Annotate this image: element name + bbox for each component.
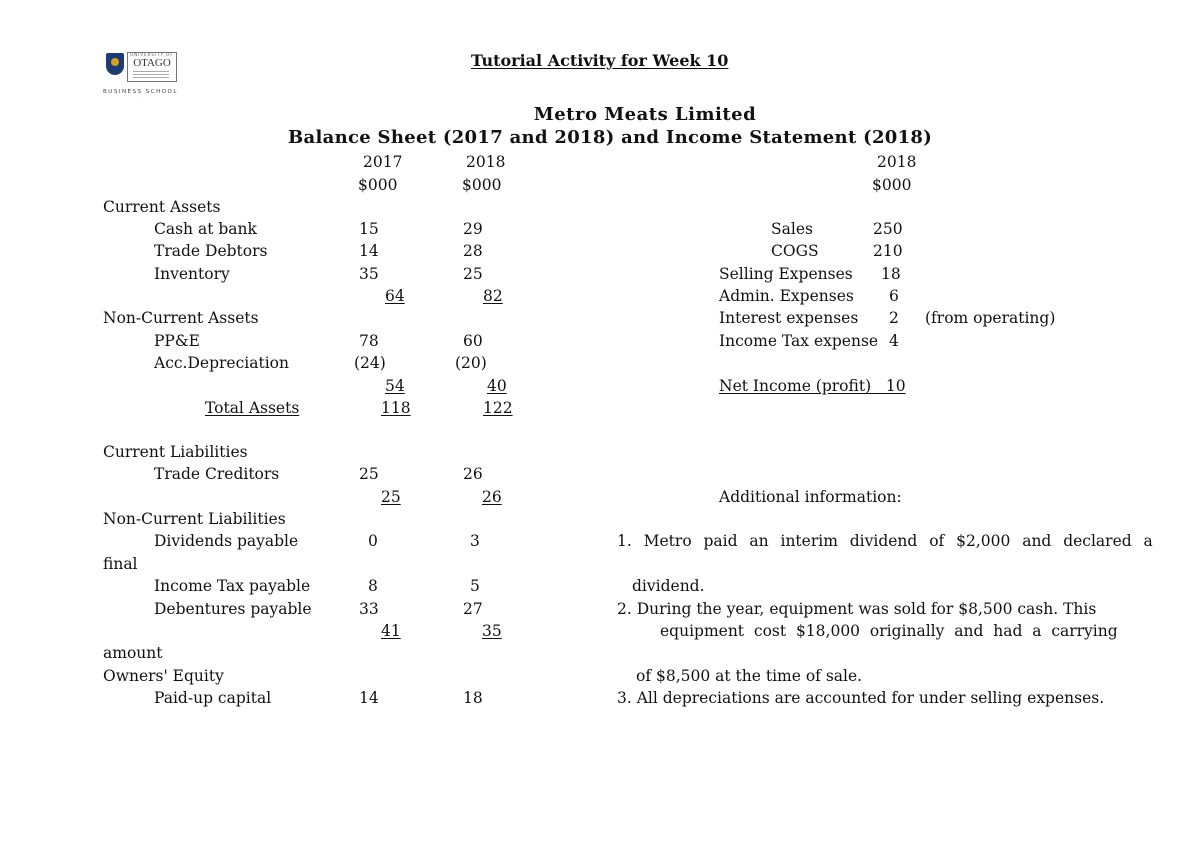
crest-icon bbox=[106, 53, 124, 75]
row-label-inventory: Inventory bbox=[154, 265, 230, 283]
noncurrent-liabilities-total-2018: 35 bbox=[482, 622, 502, 640]
is-label-selling: Selling Expenses bbox=[719, 265, 853, 283]
wrapped-text-final: final bbox=[103, 555, 138, 573]
is-interest-note: (from operating) bbox=[925, 309, 1056, 327]
dividends-2018: 3 bbox=[470, 532, 480, 550]
company-title: Metro Meats Limited bbox=[533, 104, 757, 125]
ppe-2018: 60 bbox=[463, 332, 483, 350]
is-label-tax: Income Tax expense bbox=[719, 332, 879, 350]
creditors-2018: 26 bbox=[463, 465, 483, 483]
ppe-2017: 78 bbox=[359, 332, 379, 350]
cash-2018: 29 bbox=[463, 220, 483, 238]
is-value-selling: 18 bbox=[881, 265, 901, 283]
additional-item-1: 1. Metro paid an interim dividend of $2,000 and declared a bbox=[617, 532, 1153, 550]
debtors-2018: 28 bbox=[463, 242, 483, 260]
col-header-2017: 2017 bbox=[363, 153, 403, 171]
is-value-cogs: 210 bbox=[873, 242, 903, 260]
creditors-2017: 25 bbox=[359, 465, 379, 483]
paid-up-2018: 18 bbox=[463, 689, 483, 707]
section-current-liabilities: Current Liabilities bbox=[103, 443, 248, 461]
income-tax-2018: 5 bbox=[470, 577, 480, 595]
logo-divider bbox=[133, 71, 169, 72]
additional-item-3: 3. All depreciations are accounted for under selling expenses. bbox=[617, 689, 1105, 707]
logo-school: BUSINESS SCHOOL bbox=[103, 89, 178, 95]
inventory-2017: 35 bbox=[359, 265, 379, 283]
row-label-cash: Cash at bank bbox=[154, 220, 257, 238]
row-label-ppe: PP&E bbox=[154, 332, 200, 350]
additional-item-2: 2. During the year, equipment was sold for $8,500 cash. This bbox=[617, 600, 1097, 618]
total-assets-2017: 118 bbox=[381, 399, 411, 417]
page-heading: Tutorial Activity for Week 10 bbox=[471, 51, 729, 70]
debentures-2018: 27 bbox=[463, 600, 483, 618]
university-logo bbox=[103, 50, 178, 100]
current-assets-total-2018: 82 bbox=[483, 287, 503, 305]
additional-info-heading: Additional information: bbox=[719, 488, 902, 506]
is-label-sales: Sales bbox=[771, 220, 813, 238]
row-label-acc-depreciation: Acc.Depreciation bbox=[154, 354, 289, 372]
row-label-total-assets: Total Assets bbox=[205, 399, 300, 417]
wrapped-text-amount: amount bbox=[103, 644, 163, 662]
is-net-income: Net Income (profit) 10 bbox=[719, 377, 906, 395]
row-label-income-tax-payable: Income Tax payable bbox=[154, 577, 311, 595]
logo-tagline: · · · · · · bbox=[135, 95, 146, 99]
income-tax-2017: 8 bbox=[368, 577, 378, 595]
cash-2017: 15 bbox=[359, 220, 379, 238]
logo-name: OTAGO bbox=[133, 57, 171, 69]
is-value-interest: 2 bbox=[889, 309, 899, 327]
logo-divider bbox=[133, 77, 169, 78]
is-value-tax: 4 bbox=[889, 332, 899, 350]
additional-item-2-cont: equipment cost $18,000 originally and had a carrying bbox=[660, 622, 1118, 640]
additional-item-1-cont: dividend. bbox=[632, 577, 705, 595]
noncurrent-assets-total-2017: 54 bbox=[385, 377, 405, 395]
row-label-debtors: Trade Debtors bbox=[154, 242, 268, 260]
acc-depreciation-2018: (20) bbox=[455, 354, 487, 372]
is-col-unit: $000 bbox=[872, 176, 912, 194]
section-noncurrent-liabilities: Non-Current Liabilities bbox=[103, 510, 286, 528]
is-label-interest: Interest expenses bbox=[719, 309, 859, 327]
current-liabilities-total-2018: 26 bbox=[482, 488, 502, 506]
is-label-admin: Admin. Expenses bbox=[719, 287, 854, 305]
is-value-admin: 6 bbox=[889, 287, 899, 305]
is-col-header-2018: 2018 bbox=[877, 153, 917, 171]
current-assets-total-2017: 64 bbox=[385, 287, 405, 305]
acc-depreciation-2017: (24) bbox=[354, 354, 386, 372]
row-label-debentures-payable: Debentures payable bbox=[154, 600, 312, 618]
logo-university: UNIVERSITY OF bbox=[130, 52, 174, 57]
row-label-paid-up-capital: Paid-up capital bbox=[154, 689, 272, 707]
total-assets-2018: 122 bbox=[483, 399, 513, 417]
row-label-dividends-payable: Dividends payable bbox=[154, 532, 299, 550]
inventory-2018: 25 bbox=[463, 265, 483, 283]
logo-divider bbox=[133, 74, 169, 75]
col-unit-2017: $000 bbox=[358, 176, 398, 194]
section-current-assets: Current Assets bbox=[103, 198, 221, 216]
statement-subtitle: Balance Sheet (2017 and 2018) and Income Statement (2018) bbox=[288, 127, 933, 148]
paid-up-2017: 14 bbox=[359, 689, 379, 707]
is-value-sales: 250 bbox=[873, 220, 903, 238]
section-noncurrent-assets: Non-Current Assets bbox=[103, 309, 259, 327]
dividends-2017: 0 bbox=[368, 532, 378, 550]
col-header-2018: 2018 bbox=[466, 153, 506, 171]
debentures-2017: 33 bbox=[359, 600, 379, 618]
col-unit-2018: $000 bbox=[462, 176, 502, 194]
additional-item-2-cont2: of $8,500 at the time of sale. bbox=[636, 667, 863, 685]
debtors-2017: 14 bbox=[359, 242, 379, 260]
noncurrent-liabilities-total-2017: 41 bbox=[381, 622, 401, 640]
noncurrent-assets-total-2018: 40 bbox=[487, 377, 507, 395]
is-label-cogs: COGS bbox=[771, 242, 819, 260]
current-liabilities-total-2017: 25 bbox=[381, 488, 401, 506]
row-label-trade-creditors: Trade Creditors bbox=[154, 465, 280, 483]
section-owners-equity: Owners' Equity bbox=[103, 667, 224, 685]
